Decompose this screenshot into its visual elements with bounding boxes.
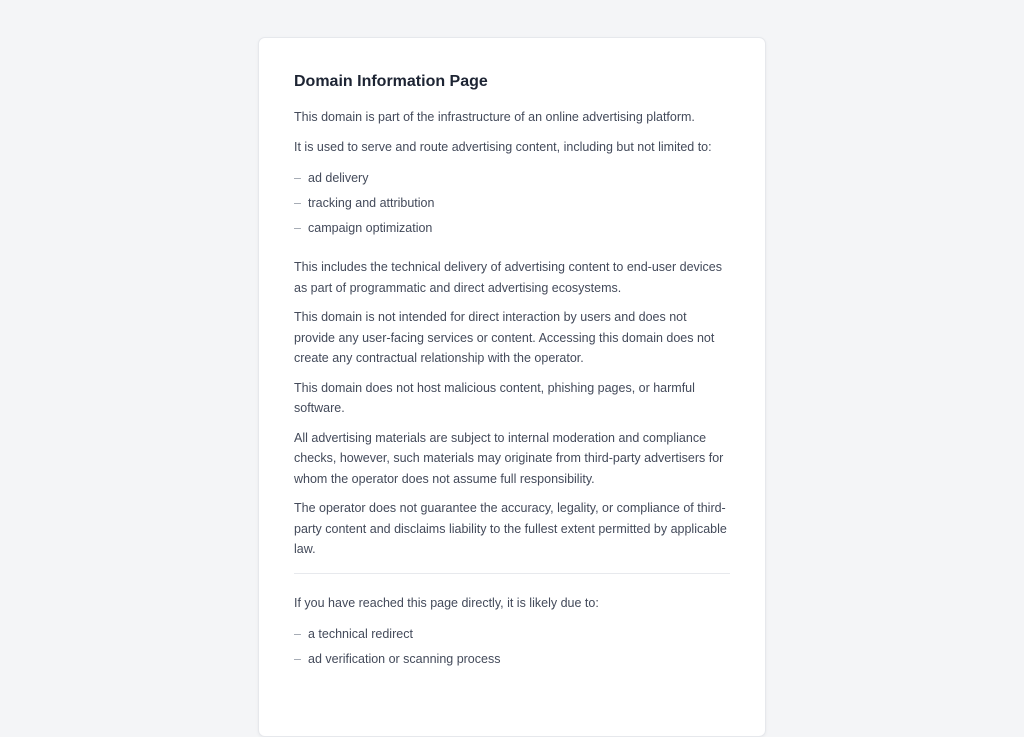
dash-bullet-icon: – (294, 652, 301, 666)
dash-bullet-icon: – (294, 196, 301, 210)
list-item (294, 622, 730, 647)
dash-bullet-icon: – (294, 171, 301, 185)
uses-list (294, 166, 730, 241)
body-paragraph: This domain is not intended for direct interaction by users and does not provide any user-facing services or content. Accessing this domain does not create any contractual relationship with the operator. (294, 310, 715, 365)
list-item (294, 191, 730, 216)
body-paragraph: This includes the technical delivery of advertising content to end-user devices as part of programmatic and direct advertising ecosystems. (294, 260, 723, 295)
dash-bullet-icon: – (294, 627, 301, 641)
list-item (294, 216, 730, 241)
reached-intro-paragraph: If you have reached this page directly, it is likely due to: (294, 595, 599, 610)
list-item (294, 166, 730, 191)
body-paragraph: All advertising materials are subject to internal moderation and compliance checks, however, such materials may originate from third-party advertisers for whom the operator does not assume full responsibility. (294, 430, 724, 486)
intro-paragraph: It is used to serve and route advertising content, including but not limited to: (294, 139, 712, 154)
list-item-label: ad delivery (308, 171, 369, 185)
body-paragraph: The operator does not guarantee the accuracy, legality, or compliance of third-party content and disclaims liability to the fullest extent permitted by applicable law. (294, 501, 727, 556)
intro-paragraph: This domain is part of the infrastructure of an online advertising platform. (294, 110, 695, 124)
list-item-label: ad verification or scanning process (308, 652, 501, 666)
list-item-label: a technical redirect (308, 627, 413, 641)
page-title: Domain Information Page (294, 73, 488, 90)
dash-bullet-icon: – (294, 221, 301, 235)
list-item-label: tracking and attribution (308, 196, 435, 210)
list-item (294, 647, 730, 672)
section-divider (294, 573, 730, 574)
body-paragraph: This domain does not host malicious content, phishing pages, or harmful software. (294, 380, 695, 415)
list-item-label: campaign optimization (308, 221, 433, 235)
reasons-list (294, 622, 730, 672)
info-card (258, 37, 766, 737)
